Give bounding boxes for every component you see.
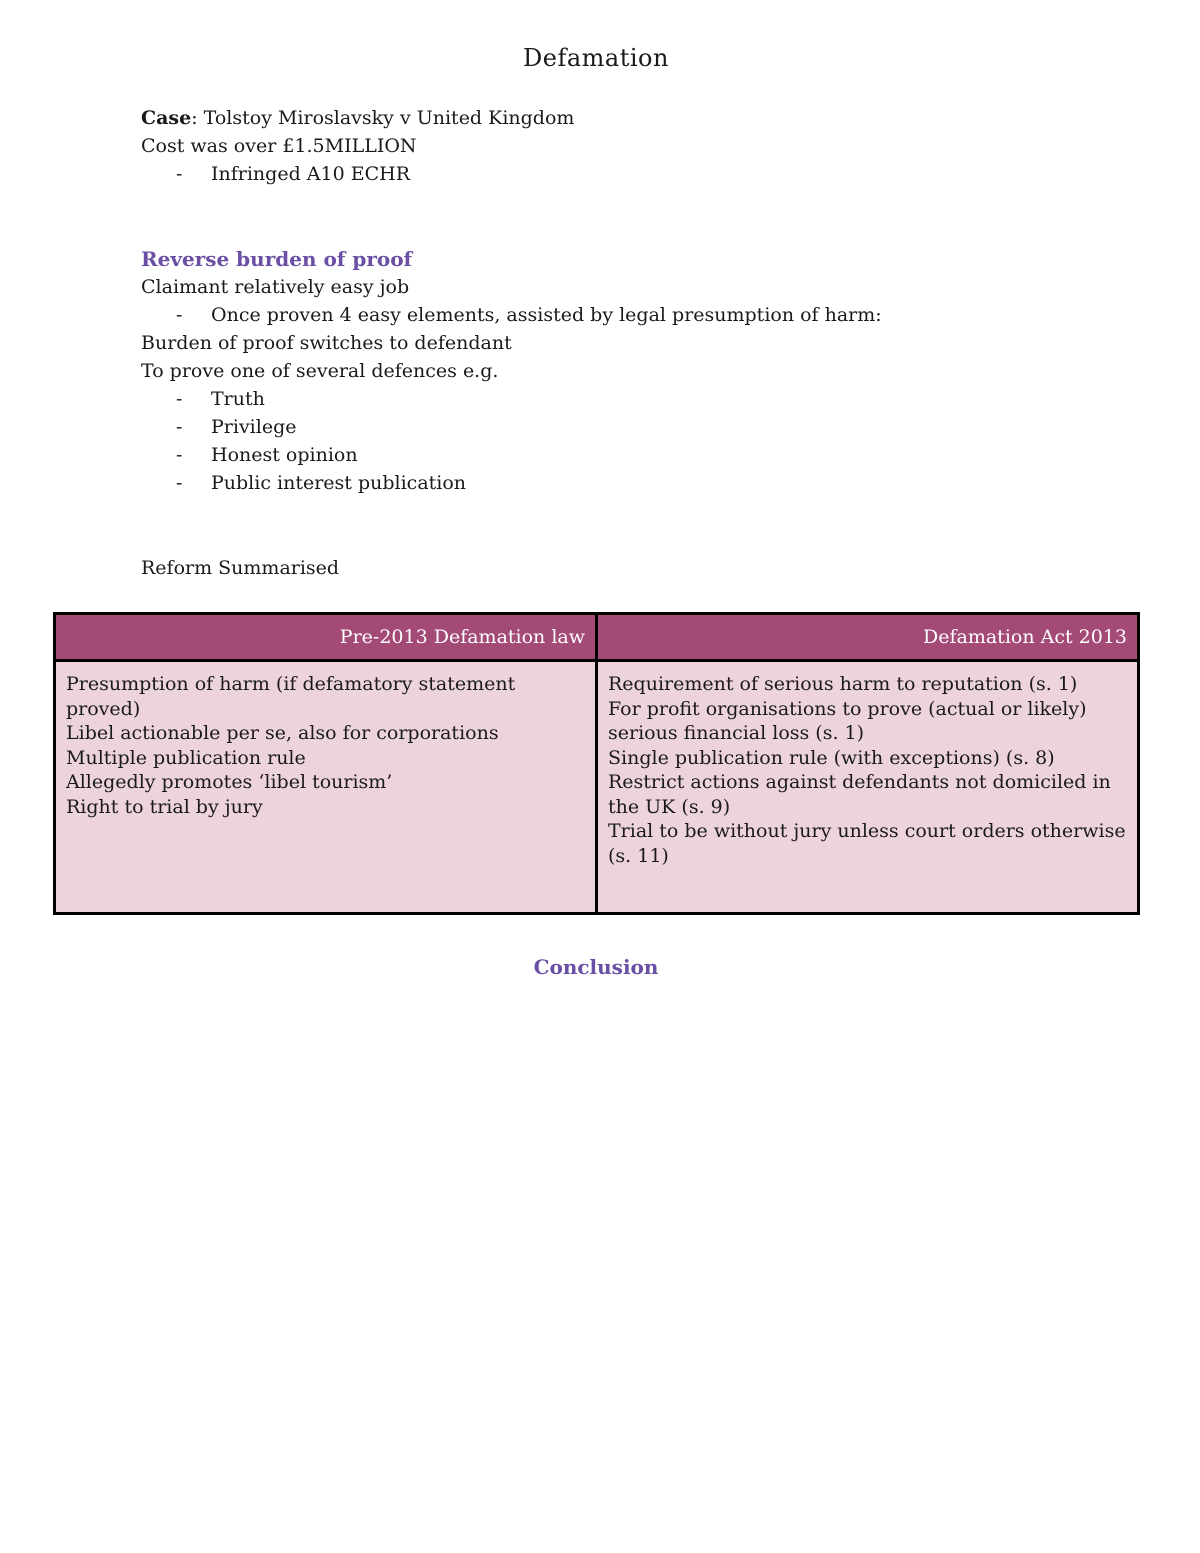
- table-cell-pre-2013: [55, 661, 597, 914]
- case-separator: :: [191, 107, 198, 129]
- bullet-text: Honest opinion: [211, 444, 358, 466]
- list-item: [176, 469, 466, 497]
- paragraph-line: Claimant relatively easy job: [141, 276, 410, 298]
- bullet-dash: -: [176, 472, 183, 494]
- case-name: Tolstoy Miroslavsky v United Kingdom: [197, 107, 575, 129]
- list-item: [176, 385, 265, 413]
- bullet-text: Privilege: [211, 416, 297, 438]
- bullet-dash: -: [176, 163, 183, 185]
- bullet-text: Public interest publication: [211, 472, 467, 494]
- bullet-text: Once proven 4 easy elements, assisted by legal presumption of harm:: [211, 304, 882, 326]
- cost-line: Cost was over £1.5MILLION: [141, 135, 417, 157]
- table-header-row: [55, 614, 1139, 661]
- cell-line: For profit organisations to prove (actual or likely) serious financial loss (s. 1): [608, 697, 1087, 744]
- table-header-act-2013: Defamation Act 2013: [597, 614, 1139, 661]
- paragraph-line: Burden of proof switches to defendant: [141, 332, 512, 354]
- case-line: [141, 104, 574, 132]
- section-heading-burden: Reverse burden of proof: [141, 247, 413, 271]
- reform-label: Reform Summarised: [141, 557, 340, 579]
- cell-line: Single publication rule (with exceptions) (s. 8): [608, 746, 1055, 769]
- section-heading-conclusion: Conclusion: [533, 955, 659, 979]
- cell-line: Libel actionable per se, also for corporations: [66, 722, 499, 744]
- list-item: [176, 413, 296, 441]
- cell-line: Trial to be without jury unless court orders otherwise (s. 11): [608, 820, 1126, 867]
- reform-table: [53, 612, 1140, 915]
- cell-line: Restrict actions against defendants not domiciled in the UK (s. 9): [608, 771, 1111, 818]
- bullet-text: Truth: [211, 388, 265, 410]
- table-row: [55, 661, 1139, 914]
- list-item: [176, 441, 358, 469]
- cell-line: Requirement of serious harm to reputation (s. 1): [608, 673, 1078, 695]
- table-cell-act-2013: [597, 661, 1139, 914]
- bullet-dash: -: [176, 388, 183, 410]
- bullet-dash: -: [176, 444, 183, 466]
- paragraph-line: To prove one of several defences e.g.: [141, 360, 499, 382]
- case-label: Case: [141, 107, 192, 129]
- cell-line: Allegedly promotes ‘libel tourism’: [66, 771, 393, 793]
- bullet-text: Infringed A10 ECHR: [211, 163, 410, 185]
- cell-line: Presumption of harm (if defamatory statement proved): [66, 673, 516, 720]
- page-title: Defamation: [523, 44, 669, 72]
- list-item: [176, 160, 410, 188]
- cell-line: Multiple publication rule: [66, 746, 306, 769]
- list-item: [176, 301, 882, 329]
- bullet-dash: -: [176, 416, 183, 438]
- table-header-pre-2013: Pre-2013 Defamation law: [55, 614, 597, 661]
- cell-line: Right to trial by jury: [66, 795, 263, 818]
- bullet-dash: -: [176, 304, 183, 326]
